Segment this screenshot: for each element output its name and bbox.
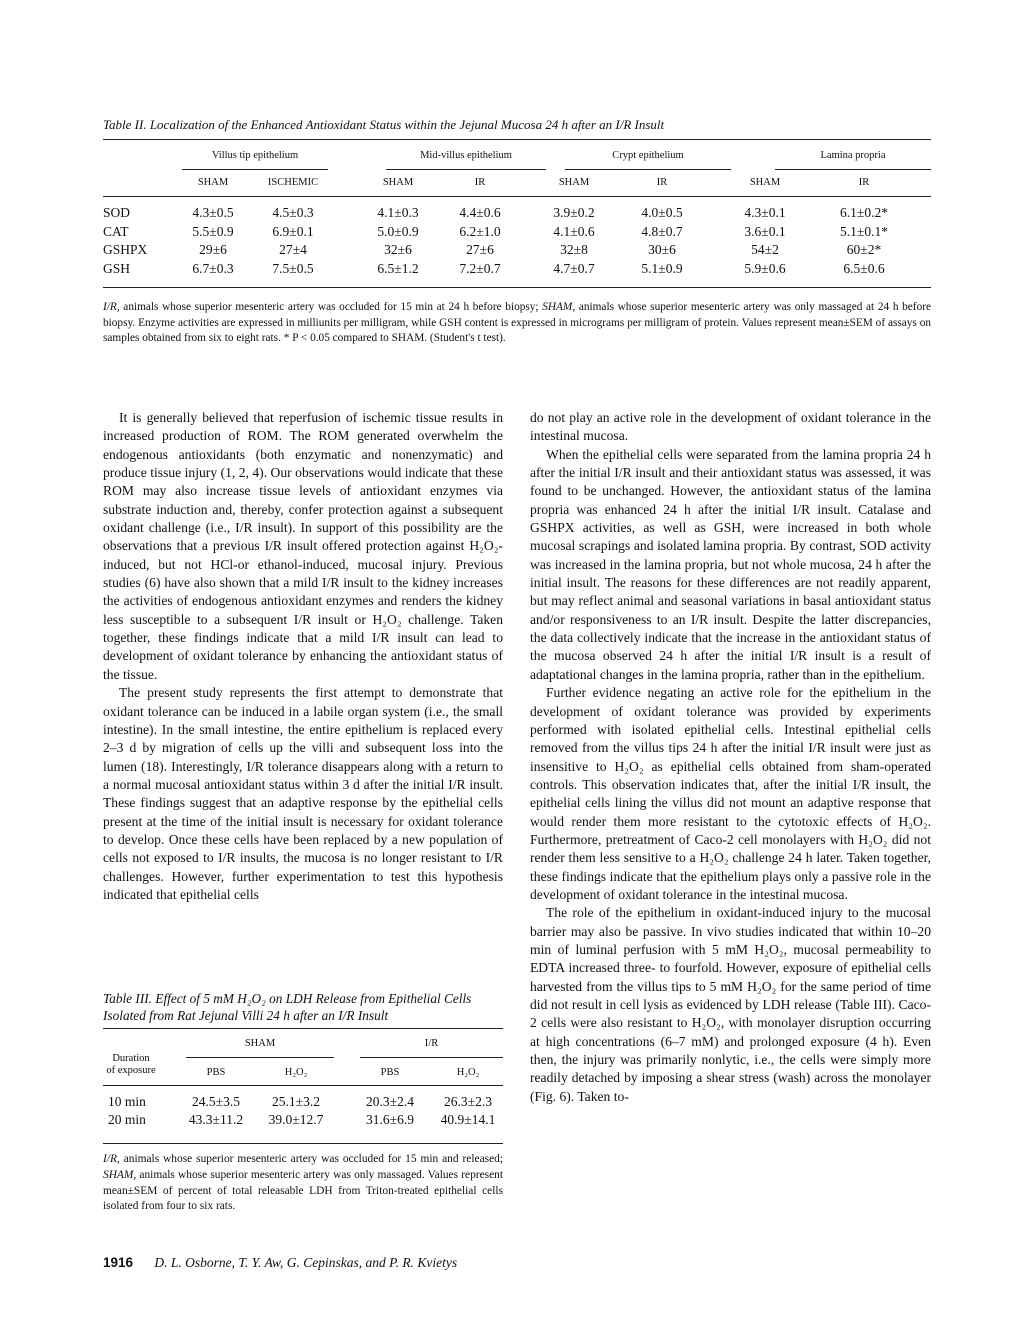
table2-row-label: CAT — [103, 223, 129, 239]
note-term: SHAM — [103, 1168, 134, 1181]
table3-cell: 40.9±14.1 — [440, 1112, 496, 1127]
table2-cell: 4.1±0.6 — [553, 223, 595, 239]
note-text: , animals whose superior mesenteric artery was occluded for 15 min and released; — [116, 1153, 503, 1165]
group-label: I/R — [424, 1038, 439, 1049]
table2-cell: 4.4±0.6 — [459, 205, 501, 220]
table2-cell: 6.5±0.6 — [843, 260, 885, 276]
note-term: I/R — [103, 1153, 117, 1165]
table2-cell: 32±8 — [560, 242, 588, 257]
table2-footnote — [103, 300, 931, 347]
group-label: Mid-villus epithelium — [420, 150, 512, 161]
table2-subheader: SHAM — [558, 177, 590, 188]
table2-subheader: SHAM — [749, 177, 781, 188]
table2-cell: 4.8±0.7 — [641, 223, 683, 239]
table2-cell: 3.9±0.2 — [553, 205, 595, 220]
table3-group — [186, 1038, 334, 1058]
table2-row-label: GSH — [103, 260, 131, 276]
table3-subheader: PBS — [206, 1067, 226, 1078]
table3-caption: Table III. Effect of 5 mM H₂O₂ on LDH Release from Epithelial Cells Isolated from Rat Jejunal Villi 24 h after an I/R Insult — [103, 991, 472, 1023]
table2-subheader: IR — [474, 177, 486, 188]
table2-cell: 5.1±0.1* — [840, 223, 888, 239]
table2-group — [565, 150, 731, 170]
table3-subheader: H₂O₂ — [284, 1067, 308, 1078]
table2-cell: 30±6 — [648, 242, 676, 257]
table2-cell: 3.6±0.1 — [744, 223, 786, 239]
left-column — [103, 409, 503, 904]
table2-top-rule — [103, 139, 931, 140]
table2-cell: 6.5±1.2 — [377, 260, 419, 276]
table2-group — [386, 150, 546, 170]
table3-top-rule — [103, 1028, 503, 1029]
paragraph: Further evidence negating an active role for the epithelium in the development of oxidant tolerance was provided by experiments performed with isolated epithelial cells. Intestinal epithelial cells removed from the villus tips 24 h after the initial I/R insult were just as insensitive to H₂O₂ as epithelial cells obtained from sham-operated controls. This observation indicates that, after the initial I/R insult, the epithelial cells lining the villus did not mount an adaptive response that would render them more resistant to the cytotoxic effects of H₂O₂. Furthermore, pretreatment of Caco-2 cell monolayers with H₂O₂ did not render them less sensitive to a H₂O₂ challenge 24 h later. Taken together, these findings indicate that the epithelium plays only a passive role in the development of oxidant tolerance in the intestinal mucosa. — [530, 685, 931, 902]
row-header-line: Duration — [112, 1053, 150, 1064]
table3-row-label: 20 min — [108, 1112, 146, 1127]
table2-cell: 60±2* — [846, 242, 882, 257]
table3-group — [360, 1038, 503, 1058]
note-text: , animals whose superior mesenteric artery was occluded for 15 min at 24 h before biopsy; — [116, 301, 543, 313]
table2-header-rule — [103, 196, 931, 197]
table2-cell: 6.7±0.3 — [192, 260, 234, 276]
table2-cell: 27±6 — [466, 242, 494, 257]
paragraph: The role of the epithelium in oxidant-induced injury to the mucosal barrier may also be passive. In vivo studies indicated that within 10–20 min of luminal perfusion with 5 mM H₂O₂, mucosal permeability to EDTA increased three- to fourfold. However, exposure of epithelial cells harvested from the villus tips to 5 mM H₂O₂ for the same period of time did not result in cell lysis as evidenced by LDH release (Table III). Caco-2 cells were also resistant to H₂O₂, with monolayer disruption occurring at high concentrations (6–7 mM) and prolonged exposure (4 h). Even then, the injury was primarily nonlytic, i.e., the cells were simply more readily detached by imposing a shear stress (wash) across the monolayer (Fig. 6). Taken to- — [530, 905, 931, 1104]
table3-row-label: 10 min — [108, 1094, 146, 1109]
paragraph: do not play an active role in the development of oxidant tolerance in the intestinal mucosa. — [530, 410, 931, 444]
table3-subheader: PBS — [380, 1067, 400, 1078]
table3-cell: 24.5±3.5 — [192, 1094, 240, 1109]
table2-cell: 4.1±0.3 — [377, 205, 419, 220]
note-term: SHAM — [542, 301, 573, 313]
table2-subheader: IR — [858, 177, 870, 188]
table2-group — [182, 150, 328, 170]
table3-cell: 39.0±12.7 — [268, 1112, 324, 1127]
table2-cell: 7.2±0.7 — [459, 260, 501, 276]
table2-cell: 4.7±0.7 — [553, 260, 595, 276]
table2-cell: 6.1±0.2* — [840, 205, 888, 220]
table3-cell: 31.6±6.9 — [366, 1112, 414, 1127]
group-label: Villus tip epithelium — [211, 150, 299, 161]
table3-subheader: H₂O₂ — [456, 1067, 480, 1078]
table2-subheader: ISCHEMIC — [267, 177, 319, 188]
table2-cell: 54±2 — [751, 242, 779, 257]
table2-cell: 4.3±0.5 — [192, 205, 234, 220]
table2-group — [775, 150, 931, 170]
table2-cell: 29±6 — [199, 242, 227, 257]
table2-cell: 4.5±0.3 — [272, 205, 314, 220]
table2-bottom-rule — [103, 287, 931, 288]
table2-cell: 32±6 — [384, 242, 412, 257]
table2-cell: 27±4 — [279, 242, 307, 257]
table3-bottom-rule — [103, 1143, 503, 1144]
table3-cell: 26.3±2.3 — [444, 1094, 492, 1109]
table2-row-label: GSHPX — [103, 242, 148, 257]
table2-row-label: SOD — [103, 205, 131, 220]
table2-subheader: IR — [656, 177, 668, 188]
table2-cell: 5.5±0.9 — [192, 223, 234, 239]
group-label: Lamina propria — [820, 150, 886, 161]
page-footer — [103, 1255, 457, 1271]
right-column — [530, 409, 931, 1106]
table2-cell: 5.0±0.9 — [377, 223, 419, 239]
table2-cell: 7.5±0.5 — [272, 260, 314, 276]
table3-cell: 43.3±11.2 — [188, 1112, 244, 1127]
paragraph: When the epithelial cells were separated from the lamina propria 24 h after the initial I/R insult and their antioxidant status was assessed, it was found to be unchanged. However, the antioxidant status of the lamina propria was enhanced 24 h after the initial I/R insult. Catalase and GSHPX activities, as well as GSH, were increased in both whole mucosal scrapings and isolated lamina propria. By contrast, SOD activity was increased in the lamina propria, but not whole mucosa, 24 h after the initial insult. The reasons for these differences are not readily apparent, but may reflect animal and seasonal variations in basal antioxidant status and/or responsiveness to an I/R insult. Despite the latter discrepancies, the data collectively indicate that the increase in the antioxidant status of the mucosa observed 24 h after the initial I/R insult is a result of adaptational changes in the lamina propria, rather than in the epithelium. — [530, 446, 931, 682]
table2-cell: 5.1±0.9 — [641, 260, 683, 276]
table3-footnote — [103, 1152, 503, 1215]
table2-cell: 4.3±0.1 — [744, 205, 786, 220]
note-text: , animals whose superior mesenteric artery was only massaged. Values represent mean±SEM of percent of total releasable LDH from Triton-treated epithelial cells isolated from four to six rats. — [103, 1168, 503, 1213]
table2-cell: 4.0±0.5 — [641, 205, 683, 220]
row-header-line: of exposure — [106, 1065, 156, 1076]
note-term: I/R — [103, 301, 117, 313]
note-text: , animals whose superior mesenteric artery was only massaged at 24 h before biopsy. Enzyme activities are expressed in milliunits per milligram, while GSH content is expressed in micrograms per milligram of protein. Values represent mean±SEM of assays on samples obtained from six to eight rats. * P < 0.05 compared to SHAM. (Student's t test). — [103, 301, 931, 344]
table3-cell: 20.3±2.4 — [366, 1094, 414, 1109]
table2-caption: Table II. Localization of the Enhanced Antioxidant Status within the Jejunal Mucosa 24 h after an I/R Insult — [103, 117, 665, 132]
table2-cell: 6.2±1.0 — [459, 223, 501, 239]
table2-cell: 5.9±0.6 — [744, 260, 786, 276]
paragraph: It is generally believed that reperfusion of ischemic tissue results in increased production of ROM. The ROM generated overwhelm the endogenous antioxidants (both enzymatic and nonenzymatic) and produce tissue injury (1, 2, 4). Our observations would indicate that these ROM may also increase tissue levels of antioxidant enzymes via substrate induction and, thereby, confer protection against a subsequent oxidant challenge (i.e., I/R insult). In support of this possibility are the observations that a previous I/R insult offered protection against H₂O₂-induced, but not HCl-or ethanol-induced, mucosal injury. Previous studies (6) have also shown that a mild I/R insult to the kidney increases the activities of endogenous antioxidant enzymes and renders the kidney less susceptible to a subsequent I/R insult or H₂O₂ challenge. Taken together, these findings indicate that a mild I/R insult can lead to development of oxidant tolerance by enhancing the antioxidant status of the tissue. — [103, 410, 503, 682]
paragraph: The present study represents the first attempt to demonstrate that oxidant tolerance can be induced in a labile organ system (i.e., the small intestine). In the small intestine, the entire epithelium is replaced every 2–3 d by migration of cells up the villi and subsequent loss into the lumen (18). Interestingly, I/R tolerance disappears along with a return to a normal mucosal antioxidant status within 3 d after the initial I/R insult. These findings suggest that an adaptive response by the epithelial cells present at the time of the initial insult is necessary for oxidant tolerance to develop. Once these cells have been replaced by a new population of cells not exposed to I/R insults, the mucosa is no longer resistant to I/R challenges. However, further experimentation to test this hypothesis indicated that epithelial cells — [103, 685, 503, 902]
page-number: 1916 — [103, 1255, 134, 1270]
group-label: SHAM — [244, 1038, 276, 1049]
table2-subheader: SHAM — [197, 177, 229, 188]
table3-header-rule — [103, 1085, 503, 1086]
table2-subheader: SHAM — [382, 177, 414, 188]
group-label: Crypt epithelium — [612, 150, 684, 161]
table2-cell: 6.9±0.1 — [272, 223, 314, 239]
table3-cell: 25.1±3.2 — [272, 1094, 320, 1109]
footer-authors: D. L. Osborne, T. Y. Aw, G. Cepinskas, and P. R. Kvietys — [154, 1255, 458, 1270]
table3-row-header — [103, 1053, 159, 1077]
